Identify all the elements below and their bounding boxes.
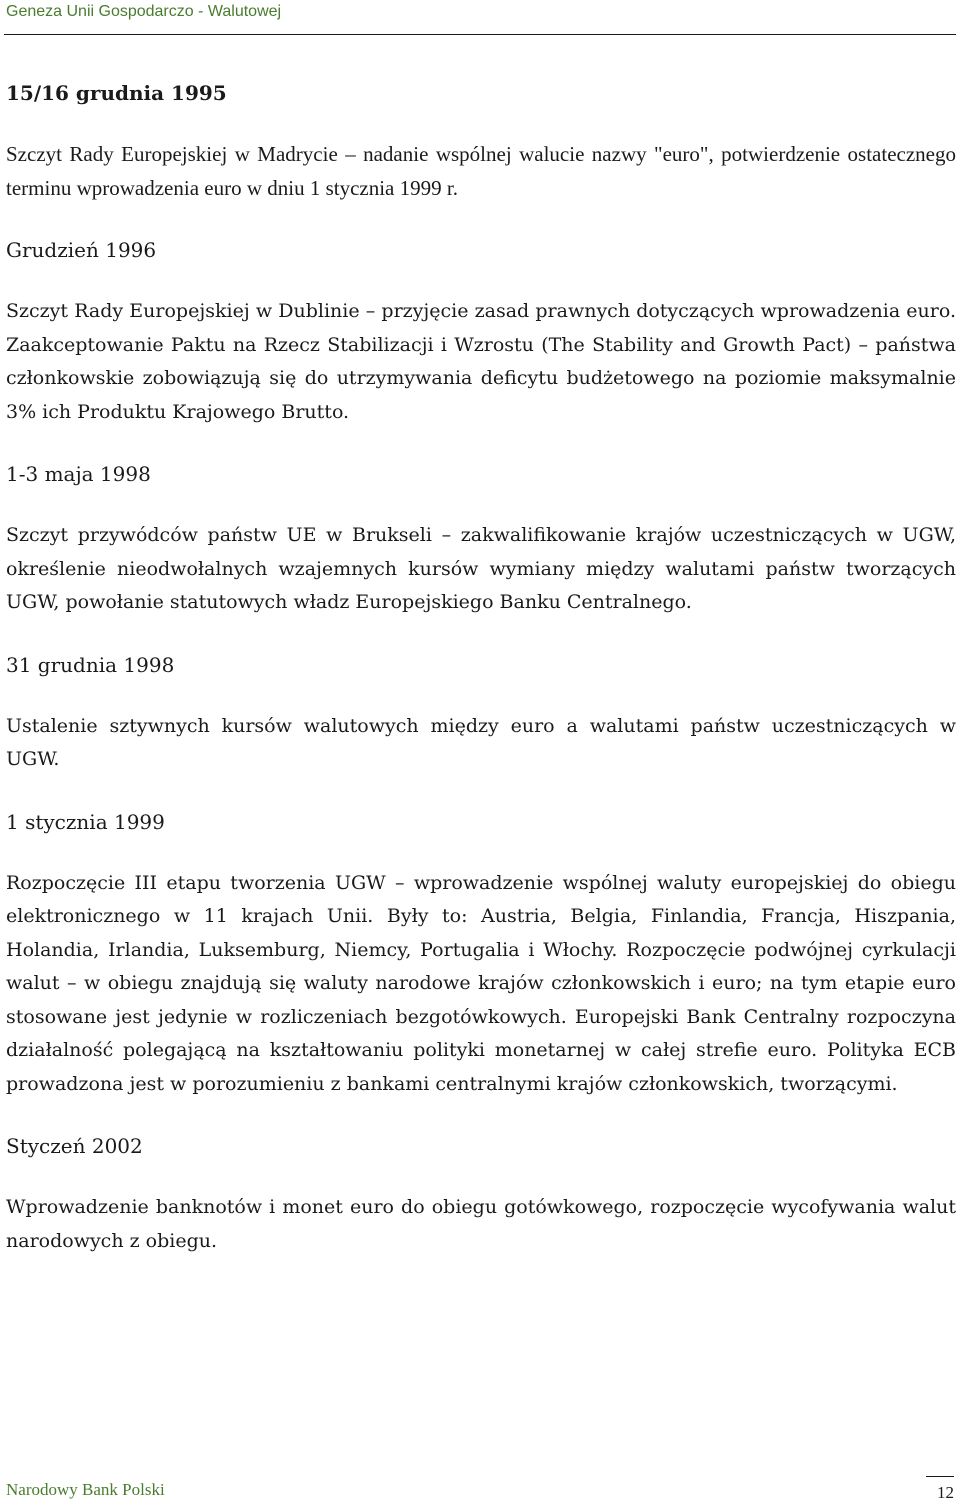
section-text: Szczyt Rady Europejskiej w Madrycie – nadanie wspólnej walucie nazwy "euro", potwierdzenie ostatecznego terminu wprowadzenia euro w dniu 1 stycznia 1999 r. [6,142,956,200]
section-heading: 15/16 grudnia 1995 [6,81,227,105]
section-text: Szczyt przywódców państw UE w Brukseli – zakwalifikowanie krajów uczestniczących w UGW, określenie nieodwołalnych wzajemnych kursów wymiany między walutami państw tworzących UGW, powołanie statutowych władz Europejskiego Banku Centralnego. [6,524,956,613]
section-text: Ustalenie sztywnych kursów walutowych między euro a walutami państw uczestniczących w UGW. [6,714,956,770]
section-heading: 31 grudnia 1998 [6,652,175,677]
page-header [4,0,956,35]
section-heading: Grudzień 1996 [6,238,157,262]
section-heading: Styczeń 2002 [6,1134,143,1158]
header-title: Geneza Unii Gospodarczo - Walutowej [6,3,282,20]
section-text: Wprowadzenie banknotów i monet euro do obiegu gotówkowego, rozpoczęcie wycofywania walut narodowych z obiegu. [6,1196,956,1252]
footer-publisher: Narodowy Bank Polski [6,1480,165,1499]
section-heading: 1 stycznia 1999 [6,809,165,834]
page-number: 12 [926,1476,954,1503]
section-heading: 1-3 maja 1998 [6,462,151,486]
document-body [6,78,956,1258]
section-text: Szczyt Rady Europejskiej w Dublinie – przyjęcie zasad prawnych dotyczących wprowadzenia euro. Zaakceptowanie Paktu na Rzecz Stabilizacji i Wzrostu (The Stability and Growth Pact) – państwa członkowskie zobowiązują się do utrzymywania deficytu budżetowego na poziomie maksymalnie 3% ich Produktu Krajowego Brutto. [6,300,956,423]
section-text: Rozpoczęcie III etapu tworzenia UGW – wprowadzenie wspólnej waluty europejskiej do obiegu elektronicznego w 11 krajach Unii. Były to: Austria, Belgia, Finlandia, Francja, Hiszpania, Holandia, Irlandia, Luksemburg, Niemcy, Portugalia i Włochy. Rozpoczęcie podwójnej cyrkulacji walut – w obiegu znajdują się waluty narodowe krajów członkowskich i euro; na tym etapie euro stosowane jest jedynie w rozliczeniach bezgotówkowych. Europejski Bank Centralny rozpoczyna działalność polegającą na kształtowaniu polityki monetarnej w całej strefie euro. Polityka ECB prowadzona jest w porozumieniu z bankami centralnymi krajów członkowskich, tworzącymi. [6,871,956,1095]
